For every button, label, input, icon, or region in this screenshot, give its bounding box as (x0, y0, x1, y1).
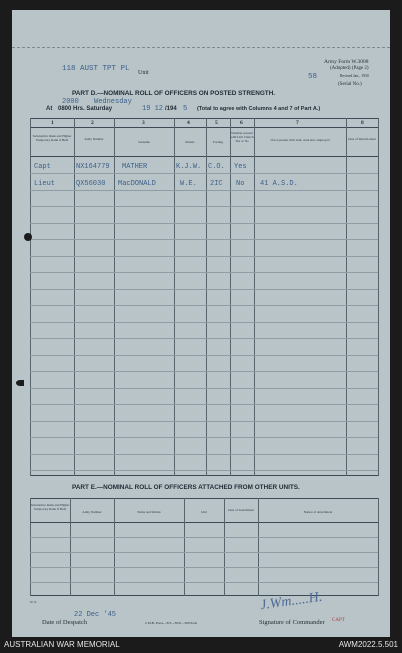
footer-left: AUSTRALIAN WAR MEMORIAL (4, 640, 120, 649)
row-rule (30, 173, 378, 174)
table-cell-rank: Capt (34, 163, 51, 171)
col-header-detachment: Date of Detach-ment (348, 137, 376, 141)
table-cell-rank: Lieut (34, 180, 56, 188)
e-header-date: Date of Attachment (228, 508, 254, 512)
col-number: 7 (296, 120, 299, 126)
army-form-number: Army Form W.3008 (324, 59, 369, 65)
archive-footer (0, 637, 402, 653)
column-rule (74, 118, 75, 476)
column-rule (378, 498, 379, 596)
table-cell-number: NX164779 (76, 163, 110, 171)
row-rule (30, 239, 378, 240)
printer-note: 2 M.B. Press—8/3—30/6—300 Pads (145, 621, 198, 625)
row-rule (30, 404, 378, 405)
table-cell-number: QX56030 (76, 180, 106, 188)
revised-label: Revised Jan., 1930 (340, 74, 369, 78)
despatch-date-value: 22 Dec '45 (74, 611, 117, 619)
total-note: (Total to agree with Columns 4 and 7 of Part A.) (197, 106, 321, 112)
row-rule (30, 289, 378, 290)
part-d-title: PART D.—NOMINAL ROLL OF OFFICERS ON POSTED STRENGTH. (72, 90, 276, 97)
commander-signature: J.Wm.....H. (259, 589, 324, 614)
part-e-title: PART E.—NOMINAL ROLL OF OFFICERS ATTACHED FROM OTHER UNITS. (72, 484, 300, 491)
punch-hole (16, 380, 24, 386)
e-header-name: Name and Initials (137, 510, 161, 514)
col-number: 3 (142, 120, 145, 126)
table-cell-surname: MATHER (122, 163, 148, 171)
table-bottom-rule (30, 475, 378, 476)
col-number: 2 (91, 120, 94, 126)
year-digit: 5 (183, 105, 188, 113)
col-number: 1 (51, 120, 54, 126)
header-rule (30, 156, 378, 157)
perforation-line (12, 47, 390, 48)
table-cell-surname: MacDONALD (118, 180, 156, 188)
col-header-rank: Substantive Rank and Higher Temporary Rank if Held (32, 134, 72, 142)
row-rule (30, 305, 378, 306)
row-rule (30, 272, 378, 273)
column-rule (30, 118, 31, 476)
punch-hole (24, 233, 32, 241)
hrs-label: 0800 Hrs. Saturday (58, 106, 113, 112)
e-header-nature: Nature of Attachment (303, 510, 333, 514)
year-label: /194 (165, 106, 177, 112)
serial-label: (Serial No.) (338, 82, 362, 87)
col-header-number: Army Number (84, 137, 104, 141)
time-typed: 2000 (62, 98, 79, 106)
row-rule (30, 567, 378, 568)
part-e-bottom-rule (30, 595, 378, 596)
row-rule (30, 454, 378, 455)
row-rule (30, 421, 378, 422)
day-typed: Wednesday (94, 98, 132, 106)
row-rule (30, 206, 378, 207)
column-rule (114, 118, 115, 476)
row-rule (30, 322, 378, 323)
row-rule (30, 537, 378, 538)
table-top-rule (30, 118, 378, 119)
table-cell-present: Yes (234, 163, 247, 171)
row-rule (30, 355, 378, 356)
rank-stamp: CAPT (332, 618, 345, 623)
part-e-top-rule (30, 498, 378, 499)
column-rule (230, 118, 231, 476)
row-rule (30, 388, 378, 389)
unit-label: Unit (138, 70, 149, 76)
e-header-rank: Substantive Rank and Higher Temporary Rank if Held (30, 503, 70, 511)
row-rule (30, 256, 378, 257)
footer-right: AWM2022.5.501 (338, 640, 398, 649)
column-rule (206, 118, 207, 476)
form-note: N. 9. (30, 600, 37, 604)
table-cell-posting: C.O. (208, 163, 225, 171)
column-rule (254, 118, 255, 476)
col-number: 6 (240, 120, 243, 126)
part-e-header-rule (30, 522, 378, 523)
signature-label: Signature of Commander (259, 619, 325, 626)
table-cell-present: No (236, 180, 245, 188)
table-cell-initials: W.E. (180, 180, 197, 188)
row-rule (30, 437, 378, 438)
unit-value: 118 AUST TPT PL (62, 65, 130, 73)
col-number: 4 (187, 120, 190, 126)
adopted-label: (Adopted) (Page 2) (330, 66, 369, 71)
column-rule (174, 118, 175, 476)
row-rule (30, 582, 378, 583)
e-header-unit: Unit (201, 510, 207, 514)
col-header-posting: Posting (213, 140, 223, 144)
col-header-initials: Initials (185, 140, 195, 144)
table-cell-employed: 41 A.S.D. (260, 180, 298, 188)
row-rule (30, 338, 378, 339)
at-label: At (46, 106, 53, 112)
col-header-present: Whether present with Unit Church Yes or No (230, 131, 254, 143)
row-rule (30, 190, 378, 191)
col-number-rule (30, 127, 378, 128)
column-rule (346, 118, 347, 476)
table-cell-initials: K.J.W. (176, 163, 202, 171)
column-rule (378, 118, 379, 476)
row-rule (30, 223, 378, 224)
col-number: 8 (361, 120, 364, 126)
date-typed: 19 12 (142, 105, 164, 113)
row-rule (30, 371, 378, 372)
e-header-number: Army Number (82, 510, 102, 514)
row-rule (30, 552, 378, 553)
col-number: 5 (215, 120, 218, 126)
row-rule (30, 470, 378, 471)
despatch-date-label: Date of Despatch (42, 619, 88, 626)
serial-value: 58 (308, 73, 318, 81)
col-header-employed: If not present with Unit, state how employed (270, 138, 330, 142)
form-sheet (12, 10, 390, 637)
col-header-surname: Surname (138, 140, 150, 144)
table-cell-posting: 2IC (210, 180, 223, 188)
